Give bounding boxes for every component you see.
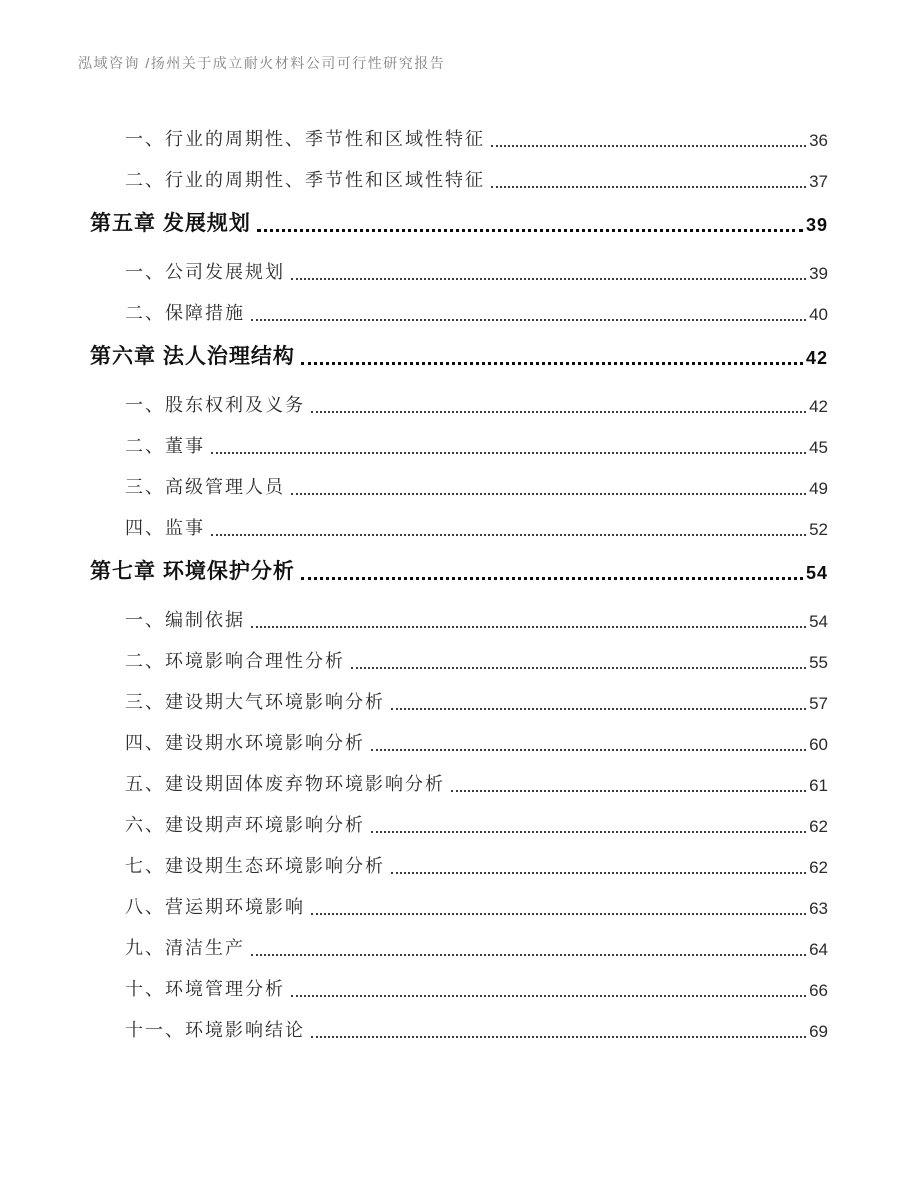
toc-entry-label: 一、行业的周期性、季节性和区域性特征: [125, 129, 485, 150]
toc-entry[interactable]: [125, 396, 828, 416]
toc-entry-page: 37: [809, 172, 828, 192]
table-of-contents: [90, 0, 828, 1062]
toc-entry-label: 三、高级管理人员: [125, 477, 285, 498]
toc-entry[interactable]: [125, 263, 828, 283]
toc-entry-label: 十、环境管理分析: [125, 979, 285, 1000]
dot-leader: [291, 995, 806, 997]
toc-chapter-page: 39: [805, 215, 828, 236]
toc-entry[interactable]: [125, 693, 828, 713]
toc-entry-page: 49: [809, 479, 828, 499]
toc-entry-label: 二、行业的周期性、季节性和区域性特征: [125, 170, 485, 191]
toc-chapter-entry[interactable]: [90, 345, 828, 368]
toc-entry[interactable]: [125, 980, 828, 1000]
toc-entry-label: 一、公司发展规划: [125, 262, 285, 283]
toc-chapter-entry[interactable]: [90, 560, 828, 583]
toc-entry-page: 61: [809, 776, 828, 796]
toc-entry[interactable]: [125, 734, 828, 754]
dot-leader: [351, 667, 806, 669]
dot-leader: [491, 145, 806, 147]
dot-leader: [251, 319, 806, 321]
dot-leader: [451, 790, 806, 792]
dot-leader: [491, 186, 806, 188]
toc-entry[interactable]: [125, 898, 828, 918]
toc-entry-label: 二、董事: [125, 436, 205, 457]
toc-entry-page: 42: [809, 397, 828, 417]
toc-entry[interactable]: [125, 437, 828, 457]
toc-entry[interactable]: [125, 816, 828, 836]
toc-entry-page: 66: [809, 981, 828, 1001]
toc-entry-label: 二、环境影响合理性分析: [125, 651, 345, 672]
toc-entry-label: 二、保障措施: [125, 303, 245, 324]
toc-entry-page: 64: [809, 940, 828, 960]
toc-entry[interactable]: [125, 130, 828, 150]
dot-leader: [211, 452, 806, 454]
dot-leader: [371, 831, 806, 833]
toc-chapter-label: 第六章 法人治理结构: [90, 344, 295, 368]
toc-entry[interactable]: [125, 1021, 828, 1041]
toc-entry-page: 63: [809, 899, 828, 919]
toc-chapter-label: 第七章 环境保护分析: [90, 559, 295, 583]
toc-chapter-label: 第五章 发展规划: [90, 211, 251, 235]
toc-entry[interactable]: [125, 304, 828, 324]
toc-entry-label: 六、建设期声环境影响分析: [125, 815, 365, 836]
toc-entry[interactable]: [125, 775, 828, 795]
dot-leader: [391, 708, 806, 710]
toc-entry-label: 九、清洁生产: [125, 938, 245, 959]
toc-entry[interactable]: [125, 171, 828, 191]
dot-leader: [301, 362, 803, 365]
toc-entry-label: 一、股东权利及义务: [125, 395, 305, 416]
toc-entry[interactable]: [125, 478, 828, 498]
toc-entry-page: 54: [809, 612, 828, 632]
toc-entry-label: 四、建设期水环境影响分析: [125, 733, 365, 754]
toc-entry[interactable]: [125, 857, 828, 877]
toc-entry-page: 62: [809, 858, 828, 878]
toc-chapter-page: 54: [805, 563, 828, 584]
toc-entry-label: 十一、环境影响结论: [125, 1020, 305, 1041]
toc-entry[interactable]: [125, 652, 828, 672]
toc-entry-page: 62: [809, 817, 828, 837]
dot-leader: [211, 534, 806, 536]
dot-leader: [311, 913, 806, 915]
toc-entry-page: 52: [809, 520, 828, 540]
dot-leader: [301, 577, 803, 580]
dot-leader: [251, 954, 806, 956]
toc-entry-label: 五、建设期固体废弃物环境影响分析: [125, 774, 445, 795]
document-header: 泓域咨询 /扬州关于成立耐火材料公司可行性研究报告: [78, 55, 446, 71]
toc-entry-label: 三、建设期大气环境影响分析: [125, 692, 385, 713]
toc-chapter-page: 42: [805, 348, 828, 369]
toc-entry-page: 39: [809, 264, 828, 284]
toc-entry-page: 45: [809, 438, 828, 458]
toc-entry-page: 57: [809, 694, 828, 714]
toc-entry[interactable]: [125, 611, 828, 631]
dot-leader: [391, 872, 806, 874]
dot-leader: [291, 278, 806, 280]
toc-chapter-entry[interactable]: [90, 212, 828, 235]
toc-entry-page: 36: [809, 131, 828, 151]
dot-leader: [257, 229, 803, 232]
dot-leader: [291, 493, 806, 495]
dot-leader: [311, 1036, 806, 1038]
toc-entry-page: 40: [809, 305, 828, 325]
toc-entry-label: 七、建设期生态环境影响分析: [125, 856, 385, 877]
dot-leader: [371, 749, 806, 751]
toc-entry[interactable]: [125, 519, 828, 539]
toc-entry[interactable]: [125, 939, 828, 959]
toc-entry-page: 55: [809, 653, 828, 673]
toc-entry-label: 八、营运期环境影响: [125, 897, 305, 918]
toc-entry-page: 60: [809, 735, 828, 755]
toc-entry-page: 69: [809, 1022, 828, 1042]
dot-leader: [251, 626, 806, 628]
dot-leader: [311, 411, 806, 413]
toc-entry-label: 一、编制依据: [125, 610, 245, 631]
toc-entry-label: 四、监事: [125, 518, 205, 539]
